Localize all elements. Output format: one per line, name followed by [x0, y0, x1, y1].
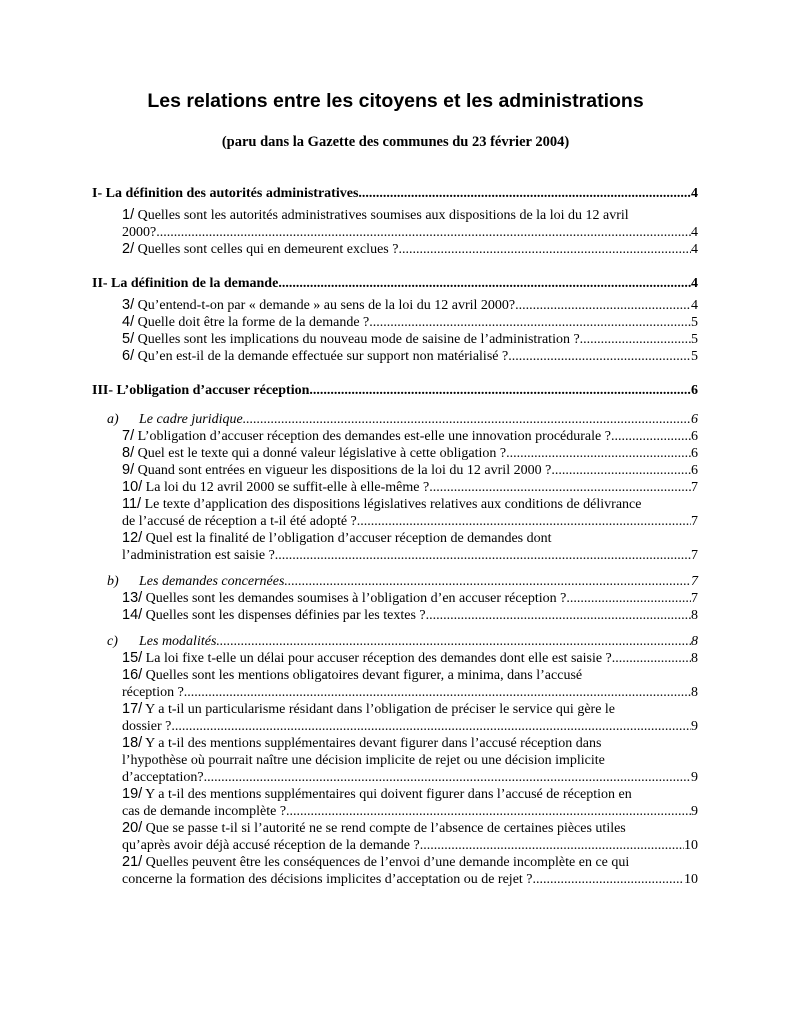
toc-question-17[interactable] — [122, 701, 698, 735]
toc-page-number: 4 — [691, 225, 698, 240]
toc-question-text: Y a t-il des mentions supplémentaires qui doivent figurer dans l’accusé de réception en — [145, 787, 632, 802]
toc-question-7[interactable] — [122, 428, 698, 445]
document-title: Les relations entre les citoyens et les administrations — [147, 90, 644, 112]
toc-page-number: 4 — [691, 242, 698, 257]
toc-question-number: 14/ — [122, 607, 143, 623]
toc-subsection-label: Le cadre juridique — [139, 412, 243, 427]
table-of-contents — [92, 182, 698, 888]
toc-question-number: 8/ — [122, 445, 135, 461]
toc-question-5[interactable] — [122, 331, 698, 348]
toc-subsection-letter: b) — [107, 574, 119, 589]
toc-question-9[interactable] — [122, 462, 698, 479]
toc-question-number: 3/ — [122, 297, 135, 313]
toc-question-text: Quand sont entrées en vigueur les dispositions de la loi du 12 avril 2000 ? — [137, 463, 552, 478]
toc-question-text: L’obligation d’accuser réception des demandes est-elle une innovation procédurale ? — [137, 429, 611, 444]
toc-question-text-cont: d’acceptation? — [122, 770, 204, 785]
toc-page-number: 7 — [691, 574, 698, 589]
toc-question-text-cont: cas de demande incomplète ? — [122, 804, 287, 819]
toc-question-text: Quelles sont les implications du nouveau mode de saisine de l’administration ? — [137, 332, 580, 347]
toc-section-3[interactable] — [92, 382, 698, 399]
toc-question-16[interactable] — [122, 667, 698, 701]
toc-question-number: 11/ — [122, 496, 142, 512]
toc-page-number: 6 — [691, 383, 698, 398]
toc-subsection-letter: c) — [107, 634, 118, 649]
toc-question-11[interactable] — [122, 496, 698, 530]
toc-page-number: 4 — [691, 186, 698, 201]
toc-question-number: 17/ — [122, 701, 143, 717]
toc-question-number: 19/ — [122, 786, 143, 802]
toc-subsection-label: Les demandes concernées — [139, 574, 285, 589]
toc-question-number: 4/ — [122, 314, 135, 330]
toc-page-number: 6 — [691, 429, 698, 444]
toc-question-text: La loi du 12 avril 2000 se suffit-elle à elle-même ? — [145, 480, 430, 495]
toc-question-number: 12/ — [122, 530, 143, 546]
toc-question-4[interactable] — [122, 314, 698, 331]
toc-page-number: 4 — [691, 298, 698, 313]
toc-question-number: 9/ — [122, 462, 135, 478]
toc-question-number: 1/ — [122, 207, 135, 223]
toc-question-number: 13/ — [122, 590, 143, 606]
toc-subsection-label: Les modalités — [139, 634, 217, 649]
toc-question-10[interactable] — [122, 479, 698, 496]
toc-question-text: La loi fixe t-elle un délai pour accuser réception des demandes dont elle est saisie ? — [145, 651, 612, 666]
toc-question-text: Quel est le texte qui a donné valeur législative à cette obligation ? — [137, 446, 507, 461]
toc-question-number: 6/ — [122, 348, 135, 364]
toc-question-text-cont: concerne la formation des décisions implicites d’acceptation ou de rejet ? — [122, 872, 533, 887]
toc-question-12[interactable] — [122, 530, 698, 564]
toc-subsection-letter: a) — [107, 412, 119, 427]
toc-question-text: Quelles sont celles qui en demeurent exclues ? — [137, 242, 399, 257]
toc-question-number: 15/ — [122, 650, 143, 666]
toc-question-1[interactable] — [122, 207, 698, 241]
toc-question-20[interactable] — [122, 820, 698, 854]
toc-question-text-cont: réception ? — [122, 685, 184, 700]
toc-question-text-cont: de l’accusé de réception a t-il été adopté ? — [122, 514, 357, 529]
toc-question-text-cont: dossier ? — [122, 719, 172, 734]
toc-question-text: Quelles sont les dispenses définies par les textes ? — [145, 608, 426, 623]
toc-page-number: 4 — [691, 276, 698, 291]
toc-question-text: Quelle doit être la forme de la demande ? — [137, 315, 370, 330]
toc-question-number: 2/ — [122, 241, 135, 257]
toc-page-number: 5 — [691, 315, 698, 330]
toc-question-number: 18/ — [122, 735, 143, 751]
toc-page-number: 5 — [691, 332, 698, 347]
toc-question-text: Quelles peuvent être les conséquences de l’envoi d’une demande incomplète en ce qui — [145, 855, 630, 870]
toc-question-8[interactable] — [122, 445, 698, 462]
toc-question-text: Y a t-il un particularisme résidant dans l’obligation de préciser le service qui gère le — [145, 702, 616, 717]
toc-page-number: 7 — [691, 591, 698, 606]
toc-page-number: 7 — [691, 480, 698, 495]
toc-section-label: II- La définition de la demande — [92, 276, 279, 291]
toc-question-number: 20/ — [122, 820, 143, 836]
toc-page-number: 8 — [691, 608, 698, 623]
toc-question-text: Le texte d’application des dispositions législatives relatives aux conditions de délivrance — [144, 497, 642, 512]
toc-subsection-a[interactable] — [107, 411, 698, 428]
toc-section-1[interactable] — [92, 185, 698, 202]
toc-page-number: 6 — [691, 463, 698, 478]
toc-question-text: Quel est la finalité de l’obligation d’accuser réception de demandes dont — [145, 531, 552, 546]
toc-section-label: III- L’obligation d’accuser réception — [92, 383, 310, 398]
toc-question-6[interactable] — [122, 348, 698, 365]
toc-question-text: Quelles sont les demandes soumises à l’obligation d’en accuser réception ? — [145, 591, 567, 606]
toc-question-15[interactable] — [122, 650, 698, 667]
toc-question-2[interactable] — [122, 241, 698, 258]
toc-question-text-cont: l’administration est saisie ? — [122, 548, 275, 563]
toc-question-text: Que se passe t-il si l’autorité ne se rend compte de l’absence de certaines pièces utiles — [145, 821, 626, 836]
toc-page-number: 9 — [691, 770, 698, 785]
toc-page-number: 5 — [691, 349, 698, 364]
toc-page-number: 7 — [691, 514, 698, 529]
toc-page-number: 7 — [691, 548, 698, 563]
toc-question-21[interactable] — [122, 854, 698, 888]
toc-question-19[interactable] — [122, 786, 698, 820]
toc-section-2[interactable] — [92, 275, 698, 292]
toc-page-number: 6 — [691, 412, 698, 427]
toc-section-label: I- La définition des autorités administratives — [92, 186, 359, 201]
toc-page-number: 8 — [691, 651, 698, 666]
toc-page-number: 9 — [691, 719, 698, 734]
toc-page-number: 8 — [691, 634, 698, 649]
toc-question-number: 21/ — [122, 854, 143, 870]
toc-page-number: 10 — [684, 872, 698, 887]
toc-question-13[interactable] — [122, 590, 698, 607]
toc-question-text: Qu’en est-il de la demande effectuée sur support non matérialisé ? — [137, 349, 509, 364]
toc-question-text: Qu’entend-t-on par « demande » au sens de la loi du 12 avril 2000? — [137, 298, 516, 313]
toc-question-number: 16/ — [122, 667, 143, 683]
toc-page-number: 9 — [691, 804, 698, 819]
toc-question-14[interactable] — [122, 607, 698, 624]
toc-question-text: Quelles sont les mentions obligatoires devant figurer, a minima, dans l’accusé — [145, 668, 583, 683]
toc-question-number: 5/ — [122, 331, 135, 347]
toc-question-number: 7/ — [122, 428, 135, 444]
toc-page-number: 8 — [691, 685, 698, 700]
toc-question-text: Y a t-il des mentions supplémentaires devant figurer dans l’accusé réception dans — [145, 736, 602, 751]
toc-question-text-cont: qu’après avoir déjà accusé réception de la demande ? — [122, 838, 420, 853]
toc-subsection-c[interactable] — [107, 633, 698, 650]
toc-question-text-cont: 2000? — [122, 225, 157, 240]
toc-question-text-cont: l’hypothèse où pourrait naître une décision implicite de rejet ou une décision implicite — [122, 753, 605, 768]
toc-question-3[interactable] — [122, 297, 698, 314]
toc-page-number: 10 — [684, 838, 698, 853]
toc-question-18[interactable] — [122, 735, 698, 786]
document-subtitle: (paru dans la Gazette des communes du 23 février 2004) — [221, 134, 570, 150]
toc-question-text: Quelles sont les autorités administratives soumises aux dispositions de la loi du 12 avril — [137, 208, 629, 223]
toc-question-number: 10/ — [122, 479, 143, 495]
toc-subsection-b[interactable] — [107, 573, 698, 590]
toc-page-number: 6 — [691, 446, 698, 461]
